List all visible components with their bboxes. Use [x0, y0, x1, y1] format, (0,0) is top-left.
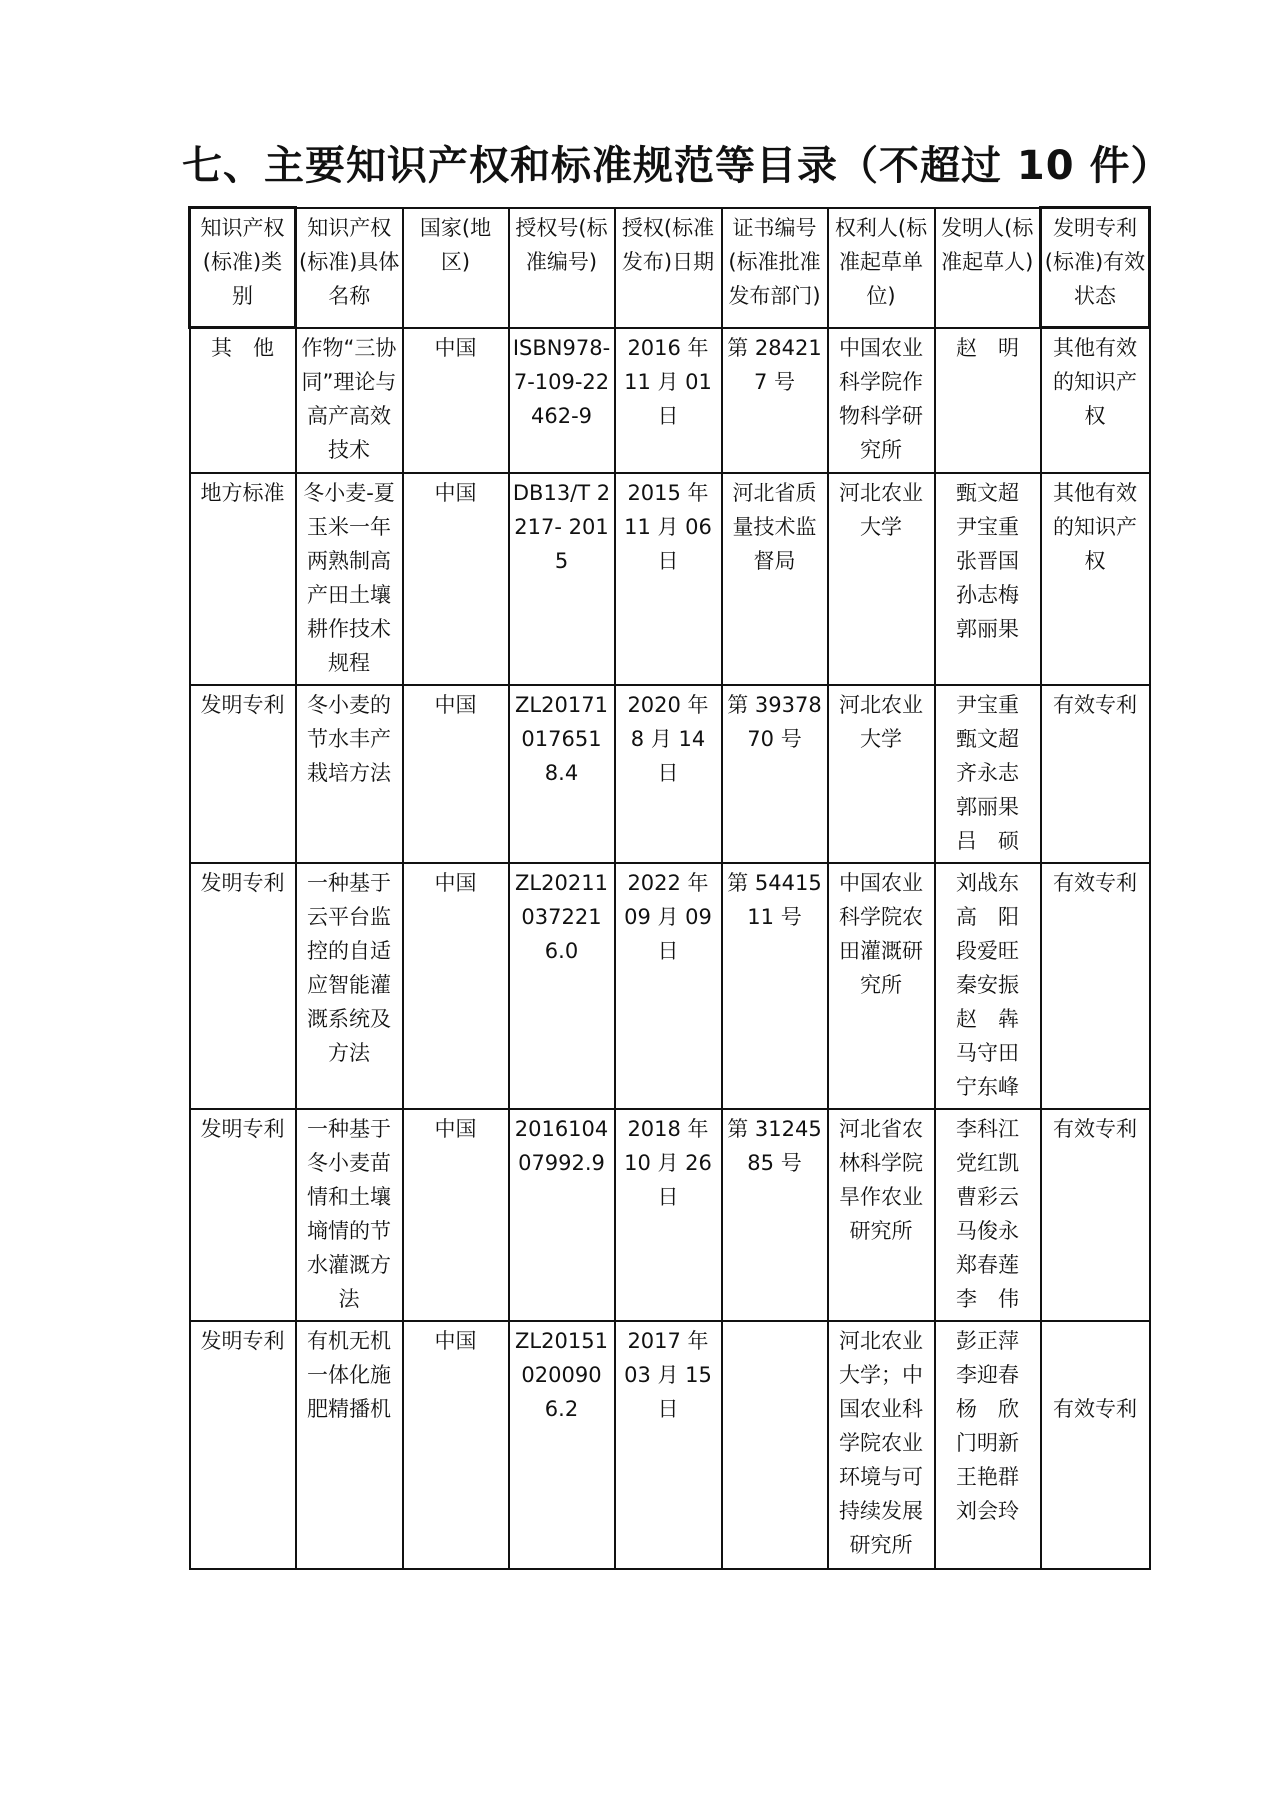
cell-inventors: 刘战东 高 阳 段爱旺 秦安振 赵 犇 马守田 宁东峰 [935, 863, 1041, 1109]
cell-status: 有效专利 [1041, 1321, 1150, 1569]
cell-name: 一种基于云平台监控的自适应智能灌溉系统及方法 [296, 863, 403, 1109]
cell-country: 中国 [403, 473, 509, 685]
cell-status: 有效专利 [1041, 1109, 1150, 1321]
cell-name: 有机无机一体化施肥精播机 [296, 1321, 403, 1569]
header-status: 发明专利(标准)有效状态 [1041, 208, 1150, 328]
cell-holder: 河北农业大学 [828, 685, 935, 863]
cell-category: 发明专利 [190, 1109, 296, 1321]
cell-holder: 河北省农林科学院旱作农业研究所 [828, 1109, 935, 1321]
cell-holder: 河北农业大学 [828, 473, 935, 685]
cell-category: 其 他 [190, 328, 296, 473]
cell-inventors: 尹宝重 甄文超 齐永志 郭丽果 吕 硕 [935, 685, 1041, 863]
cell-inventors: 李科江 党红凯 曹彩云 马俊永 郑春莲 李 伟 [935, 1109, 1041, 1321]
cell-date: 2018 年 10 月 26 日 [615, 1109, 722, 1321]
cell-holder: 中国农业科学院作物科学研究所 [828, 328, 935, 473]
cell-auth-no: ISBN978-7-109-22462-9 [509, 328, 615, 473]
cell-date: 2015 年 11 月 06 日 [615, 473, 722, 685]
cell-name: 冬小麦的节水丰产栽培方法 [296, 685, 403, 863]
cell-holder: 河北农业大学；中国农业科学院农业环境与可持续发展研究所 [828, 1321, 935, 1569]
cell-holder: 中国农业科学院农田灌溉研究所 [828, 863, 935, 1109]
cell-name: 冬小麦-夏玉米一年两熟制高产田土壤耕作技术规程 [296, 473, 403, 685]
cell-auth-no: ZL201510200906.2 [509, 1321, 615, 1569]
cell-auth-no: ZL202110372216.0 [509, 863, 615, 1109]
cell-inventors: 彭正萍 李迎春 杨 欣 门明新 王艳群 刘会玲 [935, 1321, 1041, 1569]
cell-cert-no: 第 284217 号 [722, 328, 828, 473]
cell-status: 有效专利 [1041, 685, 1150, 863]
header-holder: 权利人(标准起草单位) [828, 208, 935, 328]
cell-category: 发明专利 [190, 863, 296, 1109]
cell-name: 一种基于冬小麦苗情和土壤墒情的节水灌溉方法 [296, 1109, 403, 1321]
cell-country: 中国 [403, 1109, 509, 1321]
header-date: 授权(标准发布)日期 [615, 208, 722, 328]
cell-auth-no: ZL201710176518.4 [509, 685, 615, 863]
table-row [190, 328, 1150, 473]
cell-country: 中国 [403, 328, 509, 473]
cell-inventors: 甄文超 尹宝重 张晋国 孙志梅 郭丽果 [935, 473, 1041, 685]
cell-auth-no: 201610407992.9 [509, 1109, 615, 1321]
cell-country: 中国 [403, 685, 509, 863]
cell-cert-no: 第 3937870 号 [722, 685, 828, 863]
cell-auth-no: DB13/T 2217- 2015 [509, 473, 615, 685]
cell-date: 2017 年 03 月 15 日 [615, 1321, 722, 1569]
cell-cert-no: 第 3124585 号 [722, 1109, 828, 1321]
cell-date: 2022 年 09 月 09 日 [615, 863, 722, 1109]
table-row [190, 473, 1150, 685]
cell-status: 有效专利 [1041, 863, 1150, 1109]
cell-cert-no: 河北省质量技术监督局 [722, 473, 828, 685]
cell-category: 发明专利 [190, 685, 296, 863]
cell-cert-no: 第 5441511 号 [722, 863, 828, 1109]
header-inventors: 发明人(标准起草人) [935, 208, 1041, 328]
page-title: 七、主要知识产权和标准规范等目录（不超过 10 件） [182, 143, 1172, 189]
cell-inventors: 赵 明 [935, 328, 1041, 473]
cell-category: 发明专利 [190, 1321, 296, 1569]
table-row [190, 1321, 1150, 1569]
cell-country: 中国 [403, 863, 509, 1109]
header-country: 国家(地区) [403, 208, 509, 328]
cell-date: 2016 年 11 月 01 日 [615, 328, 722, 473]
ip-table [188, 206, 1151, 1570]
table-header-row [190, 208, 1150, 328]
table-row [190, 863, 1150, 1109]
header-auth-no: 授权号(标准编号) [509, 208, 615, 328]
cell-name: 作物“三协同”理论与高产高效技术 [296, 328, 403, 473]
header-category: 知识产权(标准)类别 [190, 208, 296, 328]
cell-status: 其他有效的知识产权 [1041, 473, 1150, 685]
cell-status: 其他有效的知识产权 [1041, 328, 1150, 473]
table-row [190, 1109, 1150, 1321]
cell-date: 2020 年 8 月 14 日 [615, 685, 722, 863]
header-cert-no: 证书编号(标准批准发布部门) [722, 208, 828, 328]
cell-cert-no [722, 1321, 828, 1569]
header-name: 知识产权(标准)具体名称 [296, 208, 403, 328]
cell-category: 地方标准 [190, 473, 296, 685]
cell-country: 中国 [403, 1321, 509, 1569]
table-row [190, 685, 1150, 863]
